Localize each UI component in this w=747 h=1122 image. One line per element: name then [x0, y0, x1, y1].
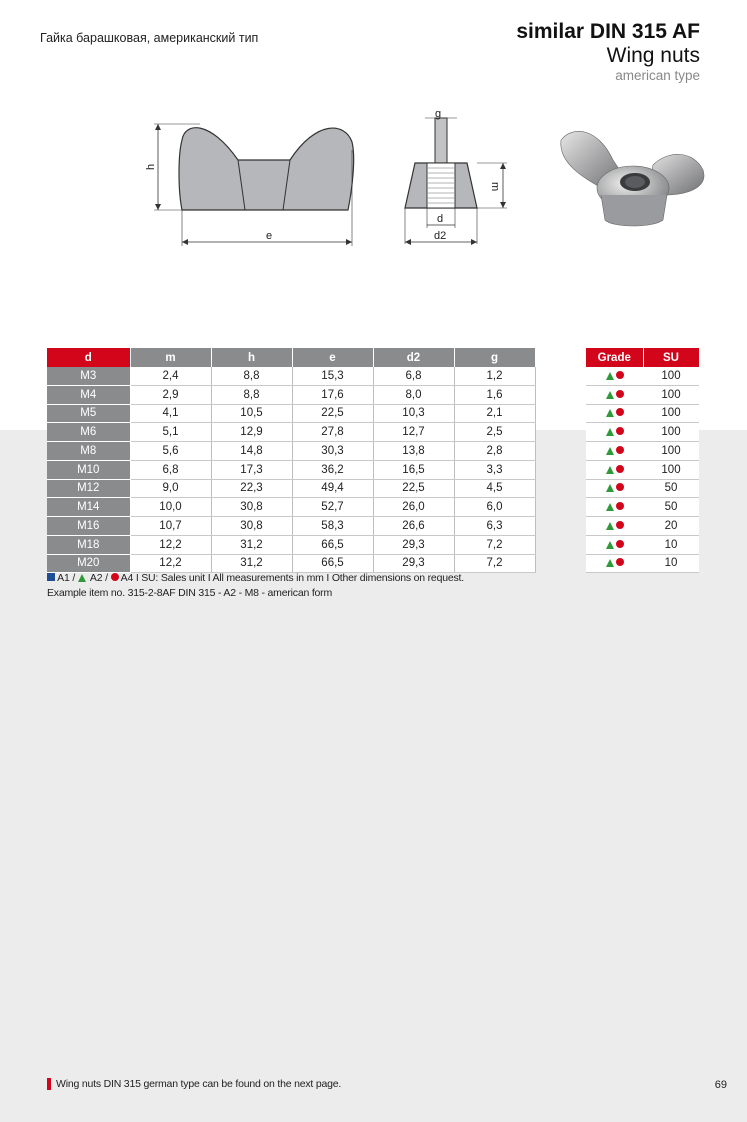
legend-notes: I SU: Sales unit I All measurements in mm I Other dimensions on request. [135, 572, 464, 584]
grade-cell [586, 460, 643, 479]
table-cell: 36,2 [292, 460, 373, 479]
table-cell: 8,0 [373, 385, 454, 404]
footer-red-marker [47, 1078, 51, 1090]
table-cell: 22,3 [211, 479, 292, 498]
column-header: g [454, 348, 535, 367]
table-header-row [47, 348, 535, 367]
grade-cell [586, 535, 643, 554]
a4-dot-icon [616, 427, 624, 435]
table-cell: 2,4 [130, 367, 211, 385]
table-row [586, 498, 699, 517]
column-header: d2 [373, 348, 454, 367]
grade-cell [586, 404, 643, 423]
table-cell: 10,3 [373, 404, 454, 423]
grade-cell [586, 442, 643, 461]
table-cell: 13,8 [373, 442, 454, 461]
table-cell: 29,3 [373, 554, 454, 573]
table-row [47, 554, 535, 573]
a2-triangle-icon [606, 522, 614, 530]
grade-cell [586, 498, 643, 517]
su-cell: 100 [643, 423, 699, 442]
su-cell: 10 [643, 554, 699, 573]
table-cell: 4,1 [130, 404, 211, 423]
table-row [47, 517, 535, 536]
table-header-row [586, 348, 699, 367]
front-view-drawing [140, 110, 370, 260]
table-cell: 4,5 [454, 479, 535, 498]
table-cell: 12,2 [130, 554, 211, 573]
grade-cell [586, 479, 643, 498]
table-cell: 31,2 [211, 535, 292, 554]
example-item-number: Example item no. 315-2-8AF DIN 315 - A2 - M8 - american form [47, 587, 333, 599]
su-cell: 100 [643, 404, 699, 423]
table-cell: 8,8 [211, 367, 292, 385]
product-type: american type [615, 68, 700, 83]
a2-triangle-icon [606, 372, 614, 380]
size-cell: M12 [47, 479, 130, 498]
a4-dot-icon [616, 446, 624, 454]
table-row [47, 460, 535, 479]
table-cell: 29,3 [373, 535, 454, 554]
su-cell: 100 [643, 385, 699, 404]
table-cell: 2,9 [130, 385, 211, 404]
grade-cell [586, 385, 643, 404]
table-row [47, 423, 535, 442]
wing-nut-photo [553, 120, 713, 235]
a4-dot-icon [616, 408, 624, 416]
column-header: m [130, 348, 211, 367]
title-block [516, 20, 700, 84]
column-header: e [292, 348, 373, 367]
page-number: 69 [714, 1079, 727, 1091]
table-cell: 12,2 [130, 535, 211, 554]
table-row [586, 385, 699, 404]
a4-dot-icon [616, 390, 624, 398]
table-cell: 31,2 [211, 554, 292, 573]
column-header: d [47, 348, 130, 367]
table-cell: 2,8 [454, 442, 535, 461]
table-cell: 3,3 [454, 460, 535, 479]
table-row [586, 554, 699, 573]
table-row [47, 442, 535, 461]
table-row [586, 517, 699, 536]
table-cell: 5,6 [130, 442, 211, 461]
table-cell: 2,1 [454, 404, 535, 423]
a4-dot-icon [616, 465, 624, 473]
table-cell: 30,8 [211, 517, 292, 536]
a4-dot-icon [616, 558, 624, 566]
a4-dot-icon [616, 371, 624, 379]
legend [47, 572, 464, 584]
a2-triangle-icon [606, 447, 614, 455]
a2-triangle-icon [606, 409, 614, 417]
size-cell: M16 [47, 517, 130, 536]
a4-dot-icon [616, 540, 624, 548]
table-row [47, 535, 535, 554]
su-cell: 100 [643, 460, 699, 479]
size-cell: M4 [47, 385, 130, 404]
column-header: h [211, 348, 292, 367]
table-row [586, 460, 699, 479]
table-row [47, 498, 535, 517]
a2-triangle-icon [606, 484, 614, 492]
table-cell: 30,3 [292, 442, 373, 461]
side-view-drawing [395, 108, 520, 253]
table-cell: 2,5 [454, 423, 535, 442]
table-row [47, 404, 535, 423]
a2-triangle-icon [606, 391, 614, 399]
grade-cell [586, 423, 643, 442]
a2-triangle-icon [606, 559, 614, 567]
dimension-m-label: m [489, 182, 501, 192]
su-cell: 50 [643, 498, 699, 517]
size-cell: M18 [47, 535, 130, 554]
su-cell: 50 [643, 479, 699, 498]
table-row [47, 367, 535, 385]
su-cell: 100 [643, 442, 699, 461]
table-cell: 49,4 [292, 479, 373, 498]
table-cell: 6,3 [454, 517, 535, 536]
grade-header: Grade [586, 348, 643, 367]
dimension-d2-label: d2 [434, 230, 447, 242]
a4-dot-icon [616, 521, 624, 529]
su-cell: 20 [643, 517, 699, 536]
legend-separator: / [105, 572, 108, 584]
table-cell: 66,5 [292, 535, 373, 554]
a2-triangle-icon [606, 428, 614, 436]
size-cell: M10 [47, 460, 130, 479]
su-header: SU [643, 348, 699, 367]
grade-cell [586, 367, 643, 385]
dimension-d-label: d [437, 213, 444, 225]
table-cell: 7,2 [454, 535, 535, 554]
size-cell: M20 [47, 554, 130, 573]
table-cell: 10,7 [130, 517, 211, 536]
table-cell: 15,3 [292, 367, 373, 385]
product-name: Wing nuts [606, 44, 700, 67]
table-row [47, 479, 535, 498]
table-cell: 6,8 [373, 367, 454, 385]
grade-cell [586, 517, 643, 536]
table-cell: 17,3 [211, 460, 292, 479]
table-cell: 6,8 [130, 460, 211, 479]
table-row [586, 479, 699, 498]
table-cell: 27,8 [292, 423, 373, 442]
a4-dot-icon [616, 502, 624, 510]
dimension-table [47, 348, 536, 573]
table-row [586, 535, 699, 554]
table-row [586, 404, 699, 423]
table-cell: 14,8 [211, 442, 292, 461]
table-cell: 22,5 [373, 479, 454, 498]
dimension-e-label: e [266, 230, 273, 242]
su-cell: 10 [643, 535, 699, 554]
size-cell: M3 [47, 367, 130, 385]
su-cell: 100 [643, 367, 699, 385]
grade-cell [586, 554, 643, 573]
size-cell: M14 [47, 498, 130, 517]
legend-a2: A2 [89, 572, 103, 584]
a1-square-icon [47, 573, 55, 581]
table-row [47, 385, 535, 404]
legend-separator: / [72, 572, 76, 584]
table-cell: 26,6 [373, 517, 454, 536]
dimension-h-label: h [145, 163, 157, 170]
table-cell: 58,3 [292, 517, 373, 536]
table-cell: 12,7 [373, 423, 454, 442]
grade-table [586, 348, 700, 573]
russian-title: Гайка барашковая, американский тип [40, 31, 259, 45]
a2-triangle-icon [606, 503, 614, 511]
footer-note: Wing nuts DIN 315 german type can be found on the next page. [56, 1078, 342, 1090]
a4-dot-icon [111, 573, 119, 581]
table-cell: 1,6 [454, 385, 535, 404]
table-cell: 17,6 [292, 385, 373, 404]
a2-triangle-icon [606, 466, 614, 474]
size-cell: M6 [47, 423, 130, 442]
table-cell: 5,1 [130, 423, 211, 442]
legend-a1: A1 [57, 572, 70, 584]
table-cell: 10,0 [130, 498, 211, 517]
table-row [586, 442, 699, 461]
table-cell: 52,7 [292, 498, 373, 517]
table-cell: 12,9 [211, 423, 292, 442]
table-cell: 16,5 [373, 460, 454, 479]
table-cell: 7,2 [454, 554, 535, 573]
table-cell: 8,8 [211, 385, 292, 404]
table-row [586, 367, 699, 385]
size-cell: M5 [47, 404, 130, 423]
table-cell: 26,0 [373, 498, 454, 517]
a2-triangle-icon [78, 574, 86, 582]
a4-dot-icon [616, 483, 624, 491]
table-cell: 1,2 [454, 367, 535, 385]
table-cell: 6,0 [454, 498, 535, 517]
legend-a4: A4 [120, 572, 134, 584]
table-cell: 9,0 [130, 479, 211, 498]
standard-title: similar DIN 315 AF [516, 20, 700, 43]
size-cell: M8 [47, 442, 130, 461]
a2-triangle-icon [606, 541, 614, 549]
table-cell: 66,5 [292, 554, 373, 573]
table-cell: 30,8 [211, 498, 292, 517]
dimension-g-label: g [435, 108, 442, 120]
table-cell: 10,5 [211, 404, 292, 423]
table-cell: 22,5 [292, 404, 373, 423]
table-row [586, 423, 699, 442]
